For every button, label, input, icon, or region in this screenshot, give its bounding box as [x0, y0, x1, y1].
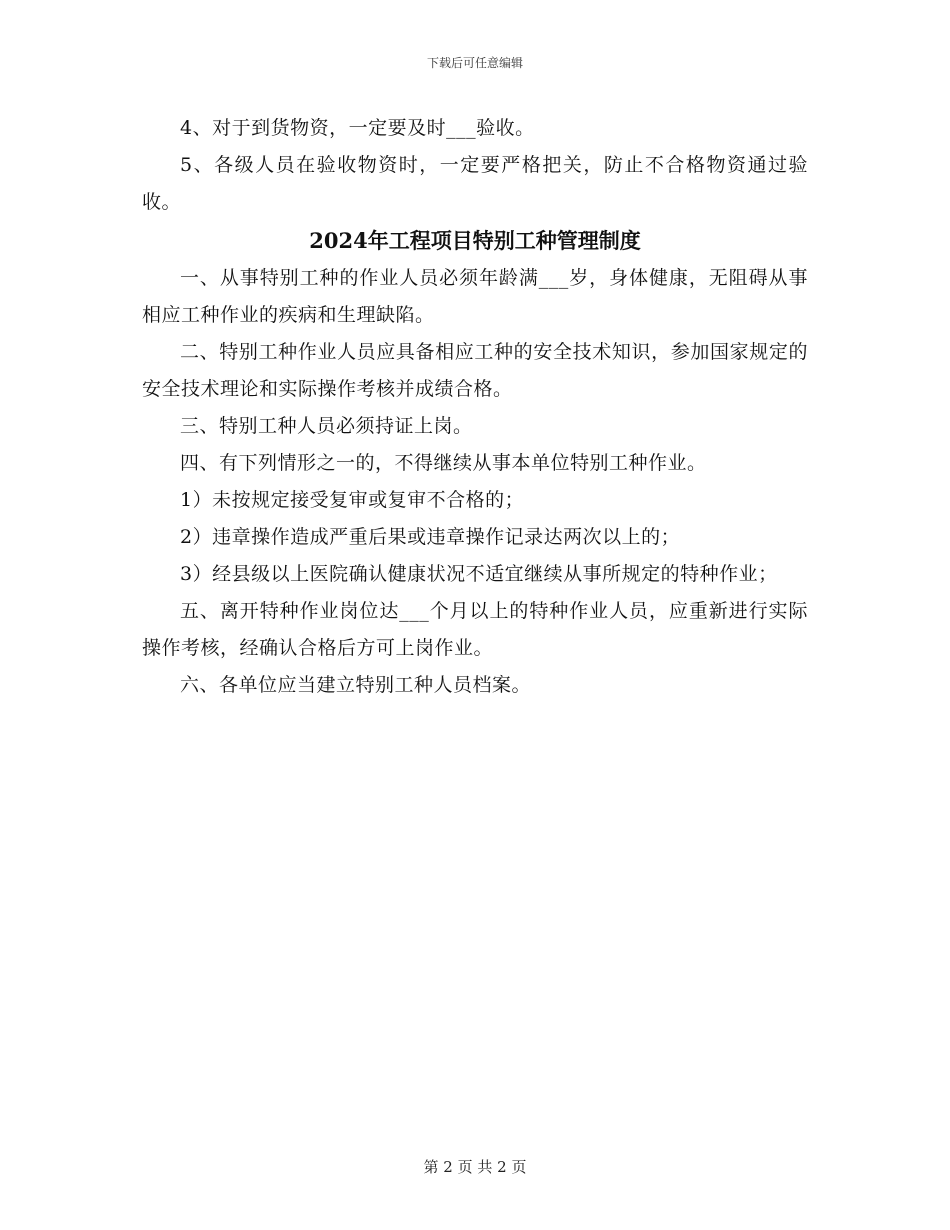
document-body [142, 110, 808, 704]
list-item-3: 3）经县级以上医院确认健康状况不适宜继续从事所规定的特种作业； [180, 563, 778, 585]
paragraph-section-6: 六、各单位应当建立特别工种人员档案。 [180, 674, 532, 696]
page-header: 下载后可任意编辑 [426, 56, 523, 70]
paragraph-section-2: 二、特别工种作业人员应具备相应工种的安全技术知识，参加国家规定的安全技术理论和实际操作考核并成绩合格。 [142, 341, 808, 400]
paragraph-section-3: 三、特别工种人员必须持证上岗。 [180, 415, 473, 437]
paragraph-item-5: 5、各级人员在验收物资时，一定要严格把关，防止不合格物资通过验收。 [142, 154, 808, 213]
document-title: 2024年工程项目特别工种管理制度 [309, 228, 641, 253]
paragraph-section-1: 一、从事特别工种的作业人员必须年龄满___岁，身体健康，无阻碍从事相应工种作业的疾病和生理缺陷。 [142, 267, 808, 326]
page-footer: 第 2 页 共 2 页 [423, 1158, 527, 1176]
paragraph-section-5: 五、离开特种作业岗位达___个月以上的特种作业人员，应重新进行实际操作考核，经确认合格后方可上岗作业。 [142, 600, 808, 659]
list-item-2: 2）违章操作造成严重后果或违章操作记录达两次以上的； [180, 526, 681, 548]
paragraph-item-4: 4、对于到货物资，一定要及时___验收。 [180, 117, 535, 139]
list-item-1: 1）未按规定接受复审或复审不合格的； [180, 489, 525, 511]
paragraph-section-4: 四、有下列情形之一的，不得继续从事本单位特别工种作业。 [180, 452, 707, 474]
